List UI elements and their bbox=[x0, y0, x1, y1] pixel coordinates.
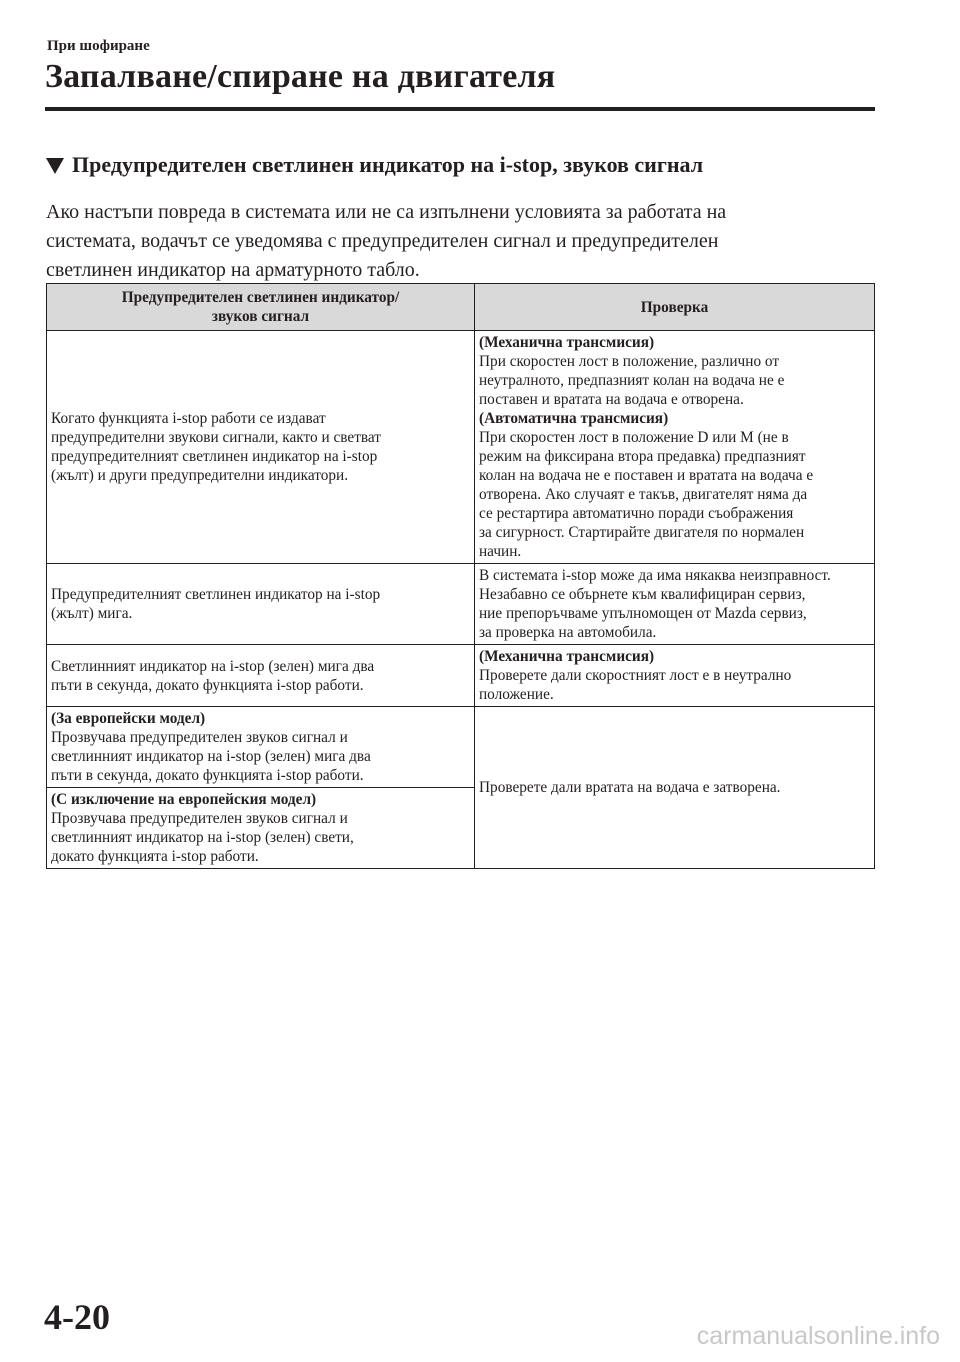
cell-line: светлинният индикатор на i-stop (зелен) свети, bbox=[51, 829, 354, 846]
table-row bbox=[47, 564, 875, 645]
site-watermark: carmanualsonline.info bbox=[696, 1322, 940, 1350]
header-check: Проверка bbox=[475, 284, 875, 331]
cell-line: отворена. Ако случаят е такъв, двигателят няма да bbox=[479, 486, 808, 503]
cell-line: Прозвучава предупредителен звуков сигнал и bbox=[51, 810, 348, 827]
page-number: 4-20 bbox=[44, 1297, 110, 1337]
cell-subheading: (Механична трансмисия) bbox=[479, 648, 655, 665]
row2-check bbox=[475, 564, 875, 645]
row1-indicator bbox=[47, 331, 475, 564]
intro-line: светлинен индикатор на арматурното табло. bbox=[46, 259, 420, 281]
cell-line: Когато функцията i-stop работи се издават bbox=[51, 410, 326, 427]
cell-line: пъти в секунда, докато функцията i-stop работи. bbox=[51, 767, 364, 784]
triangle-down-icon bbox=[46, 158, 64, 174]
row4-check: Проверете дали вратата на водача е затворена. bbox=[475, 707, 875, 869]
cell-line: ние препоръчваме упълномощен от Mazda сервиз, bbox=[479, 605, 807, 622]
table-row bbox=[47, 645, 875, 707]
cell-line: Проверете дали скоростният лост е в неутрално bbox=[479, 667, 792, 684]
cell-line: предупредителни звукови сигнали, както и светват bbox=[51, 429, 381, 446]
row2-indicator bbox=[47, 564, 475, 645]
cell-line: положение. bbox=[479, 686, 554, 703]
intro-line: системата, водачът се уведомява с предупредителен сигнал и предупредителен bbox=[46, 230, 719, 252]
cell-line: (жълт) и други предупредителни индикатори. bbox=[51, 467, 349, 484]
cell-subheading: (Механична трансмисия) bbox=[479, 334, 655, 351]
cell-line: докато функцията i-stop работи. bbox=[51, 848, 259, 865]
cell-line: В системата i-stop може да има някаква неизправност. bbox=[479, 567, 831, 584]
row3-check bbox=[475, 645, 875, 707]
cell-line: поставен и вратата на водача е отворена. bbox=[479, 391, 744, 408]
cell-line: начин. bbox=[479, 543, 522, 560]
cell-line: Прозвучава предупредителен звуков сигнал и bbox=[51, 729, 348, 746]
row4-indicator bbox=[47, 707, 475, 788]
title-rule bbox=[45, 107, 875, 111]
cell-subheading: (Автоматична трансмисия) bbox=[479, 410, 669, 427]
cell-line: пъти в секунда, докато функцията i-stop работи. bbox=[51, 676, 364, 694]
cell-line: неутралното, предпазният колан на водача не е bbox=[479, 372, 785, 389]
cell-subheading: (С изключение на европейския модел) bbox=[51, 791, 317, 808]
cell-line: При скоростен лост в положение, различно от bbox=[479, 353, 780, 370]
cell-line: Светлинният индикатор на i-stop (зелен) мига два bbox=[51, 657, 375, 675]
cell-line: предупредителният светлинен индикатор на i-stop bbox=[51, 448, 378, 465]
page-title: Запалване/спиране на двигателя bbox=[45, 58, 556, 95]
section-heading-text: Предупредителен светлинен индикатор на i-stop, звуков сигнал bbox=[72, 152, 704, 177]
table-row bbox=[47, 707, 875, 788]
row5-indicator bbox=[47, 788, 475, 869]
row1-check bbox=[475, 331, 875, 564]
row3-indicator bbox=[47, 645, 475, 707]
cell-line: за сигурност. Стартирайте двигателя по нормален bbox=[479, 524, 805, 541]
header-indicator bbox=[47, 284, 475, 331]
warning-table bbox=[46, 283, 875, 869]
cell-line: Незабавно се обърнете към квалифициран сервиз, bbox=[479, 586, 806, 603]
cell-line: Предупредителният светлинен индикатор на i-stop bbox=[51, 586, 381, 603]
chapter-label: При шофиране bbox=[47, 38, 150, 54]
table-header-row bbox=[47, 284, 875, 331]
header-indicator-line: Предупредителен светлинен индикатор/ bbox=[121, 289, 400, 306]
intro-line: Ако настъпи повреда в системата или не са изпълнени условията за работата на bbox=[46, 201, 727, 223]
cell-line: режим на фиксирана втора предавка) предпазният bbox=[479, 448, 806, 465]
cell-line: се рестартира автоматично поради съображения bbox=[479, 505, 794, 522]
cell-line: (жълт) мига. bbox=[51, 605, 133, 622]
cell-line: за проверка на автомобила. bbox=[479, 624, 657, 641]
table-row bbox=[47, 331, 875, 564]
intro-paragraph bbox=[46, 198, 876, 285]
cell-line: колан на водача не е поставен и вратата на водача е bbox=[479, 467, 814, 484]
header-indicator-line: звуков сигнал bbox=[211, 308, 310, 325]
section-heading bbox=[46, 152, 703, 178]
cell-line: При скоростен лост в положение D или M (не в bbox=[479, 429, 789, 446]
cell-line: светлинният индикатор на i-stop (зелен) мига два bbox=[51, 748, 371, 765]
cell-subheading: (За европейски модел) bbox=[51, 710, 206, 727]
